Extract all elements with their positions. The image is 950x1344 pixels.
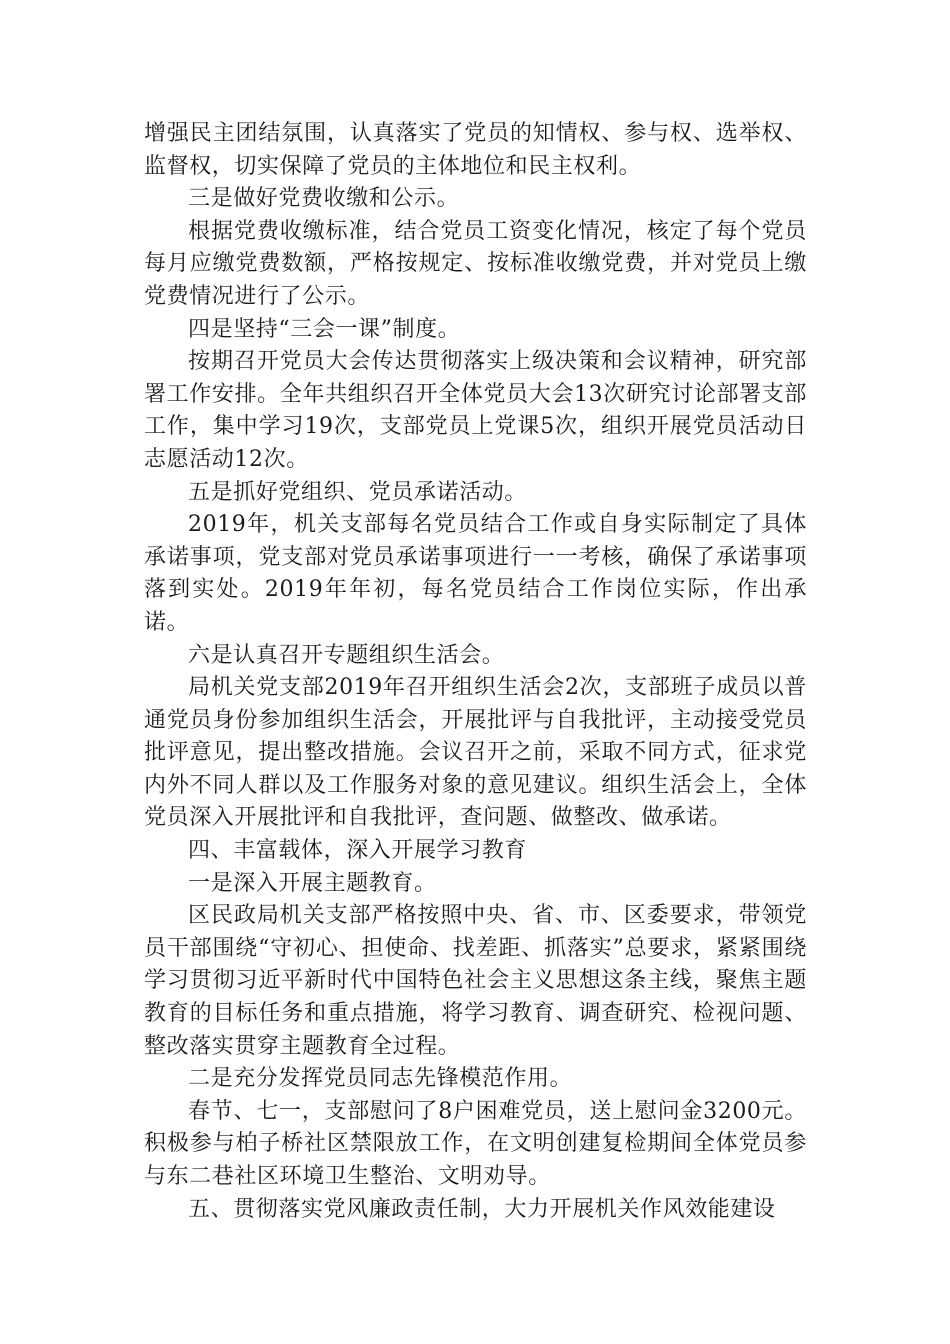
heading-three-meetings: 四是坚持“三会一课”制度。 bbox=[188, 316, 461, 342]
heading-life-meeting: 六是认真召开专题组织生活会。 bbox=[188, 642, 505, 668]
heading-theme-education: 一是深入开展主题教育。 bbox=[188, 870, 437, 896]
document-page bbox=[144, 118, 807, 1226]
paragraph-party-dues: 根据党费收缴标准，结合党员工资变化情况，核定了每个党员每月应缴党费数额，严格按规定、按标准收缴党费，并对党员上缴党费情况进行了公示。 bbox=[144, 218, 807, 309]
section-heading-5: 五、贯彻落实党风廉政责任制，大力开展机关作风效能建设 bbox=[188, 1196, 776, 1222]
paragraph-three-meetings: 按期召开党员大会传达贯彻落实上级决策和会议精神，研究部署工作安排。全年共组织召开全体党员大会13次研究讨论部署支部工作，集中学习19次，支部党员上党课5次，组织开展党员活动日志愿活动12次。 bbox=[144, 349, 807, 472]
paragraph-vanguard: 春节、七一，支部慰问了8户困难党员，送上慰问金3200元。积极参与柏子桥社区禁限放工作，在文明创建复检期间全体党员参与东二巷社区环境卫生整治、文明劝导。 bbox=[144, 1098, 807, 1189]
paragraph-life-meeting: 局机关党支部2019年召开组织生活会2次，支部班子成员以普通党员身份参加组织生活会，开展批评与自我批评，主动接受党员批评意见，提出整改措施。会议召开之前，采取不同方式，征求党内外不同人群以及工作服务对象的意见建议。组织生活会上，全体党员深入开展批评和自我批评，查问题、做整改、做承诺。 bbox=[144, 675, 807, 831]
paragraph-1: 增强民主团结氛围，认真落实了党员的知情权、参与权、选举权、监督权，切实保障了党员的主体地位和民主权利。 bbox=[144, 121, 807, 179]
heading-commitment: 五是抓好党组织、党员承诺活动。 bbox=[188, 479, 528, 505]
paragraph-theme-education: 区民政局机关支部严格按照中央、省、市、区委要求，带领党员干部围绕“守初心、担使命、找差距、抓落实”总要求，紧紧围绕学习贯彻习近平新时代中国特色社会主义思想这条主线，聚焦主题教育的目标任务和重点措施，将学习教育、调查研究、检视问题、整改落实贯穿主题教育全过程。 bbox=[144, 903, 807, 1059]
section-heading-4: 四、丰富载体，深入开展学习教育 bbox=[188, 838, 528, 864]
heading-vanguard: 二是充分发挥党员同志先锋模范作用。 bbox=[188, 1066, 573, 1092]
paragraph-commitment: 2019年，机关支部每名党员结合工作或自身实际制定了具体承诺事项，党支部对党员承诺事项进行一一考核，确保了承诺事项落到实处。2019年年初，每名党员结合工作岗位实际，作出承诺。 bbox=[144, 512, 807, 635]
heading-party-dues: 三是做好党费收缴和公示。 bbox=[188, 186, 460, 212]
